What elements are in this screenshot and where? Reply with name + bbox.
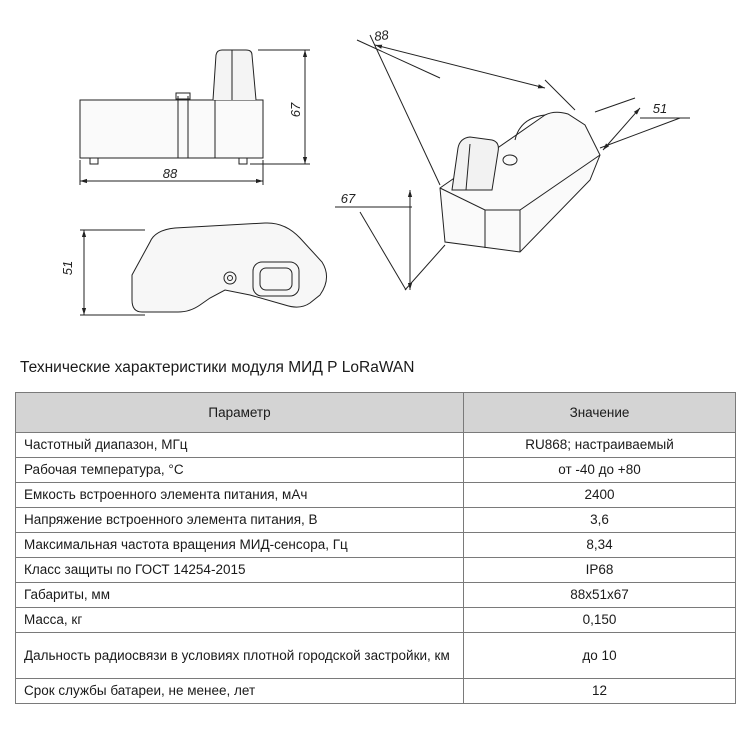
row-value: 12	[464, 679, 736, 704]
table-row	[16, 633, 736, 679]
row-value: RU868; настраиваемый	[464, 433, 736, 458]
row-value: IP68	[464, 558, 736, 583]
row-param: Масса, кг	[16, 608, 464, 633]
table-title: Технические характеристики модуля МИД Р LoRaWAN	[20, 359, 415, 376]
row-param: Срок службы батареи, не менее, лет	[16, 679, 464, 704]
row-param: Габариты, мм	[16, 583, 464, 608]
row-value: до 10	[464, 633, 736, 679]
bottom-view	[80, 223, 327, 315]
table-row	[16, 533, 736, 558]
row-param: Дальность радиосвязи в условиях плотной городской застройки, км	[16, 633, 464, 679]
row-value: 88x51x67	[464, 583, 736, 608]
table-row	[16, 433, 736, 458]
table-row	[16, 483, 736, 508]
front-width-label: 88	[162, 166, 178, 181]
row-value: 2400	[464, 483, 736, 508]
front-height-label: 67	[288, 102, 303, 118]
row-param: Емкость встроенного элемента питания, мАч	[16, 483, 464, 508]
technical-drawing	[0, 0, 750, 340]
spec-table	[15, 392, 736, 704]
row-value: 0,150	[464, 608, 736, 633]
iso-width-label: 51	[652, 101, 668, 116]
row-param: Рабочая температура, °С	[16, 458, 464, 483]
iso-height-label: 67	[340, 191, 356, 206]
row-param: Максимальная частота вращения МИД-сенсора, Гц	[16, 533, 464, 558]
row-value: от -40 до +80	[464, 458, 736, 483]
table-header-row	[16, 393, 736, 433]
row-param: Класс защиты по ГОСТ 14254-2015	[16, 558, 464, 583]
front-view	[80, 50, 310, 185]
isometric-view	[335, 35, 690, 290]
row-param: Напряжение встроенного элемента питания, В	[16, 508, 464, 533]
header-value: Значение	[464, 393, 736, 433]
header-param: Параметр	[16, 393, 464, 433]
table-row	[16, 679, 736, 704]
table-row	[16, 508, 736, 533]
row-param: Частотный диапазон, МГц	[16, 433, 464, 458]
table-row	[16, 458, 736, 483]
row-value: 8,34	[464, 533, 736, 558]
table-row	[16, 583, 736, 608]
table-row	[16, 558, 736, 583]
bottom-width-label: 51	[60, 260, 75, 276]
row-value: 3,6	[464, 508, 736, 533]
iso-length-label: 88	[373, 27, 390, 44]
table-row	[16, 608, 736, 633]
